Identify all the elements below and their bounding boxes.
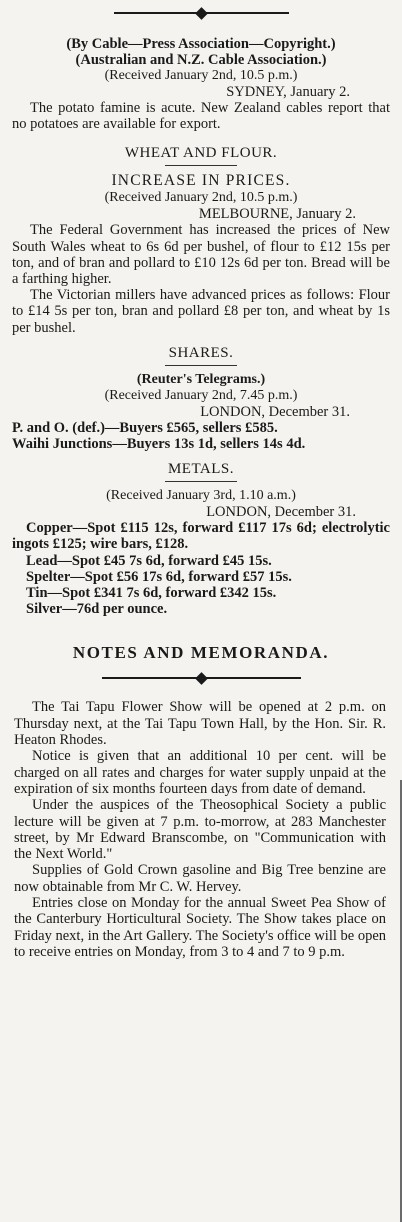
note-gasoline-supplies: Supplies of Gold Crown gasoline and Big Tree benzine are now obtainable from Mr C. W. Hervey. <box>14 862 386 895</box>
metals-spelter: Spelter—Spot £56 17s 6d, forward £57 15s. <box>26 568 292 585</box>
diamond-ornament-icon <box>195 672 208 685</box>
shares-london-dateline: LONDON, December 31. <box>200 403 350 420</box>
wheat-heading: WHEAT AND FLOUR. <box>124 145 278 162</box>
melbourne-dateline: MELBOURNE, January 2. <box>198 206 356 223</box>
note-flower-show: The Tai Tapu Flower Show will be opened at 2 p.m. on Thursday next, at the Tai Tapu Town Hall, by the Hon. Sir. R. Heaton Rhodes. <box>14 699 386 749</box>
cable-association-byline: (Australian and N.Z. Cable Association.) <box>75 52 327 68</box>
potato-famine-text: The potato famine is acute. New Zealand cables report that no potatoes are available for export. <box>12 100 390 133</box>
wheat-subheading: INCREASE IN PRICES. <box>111 172 291 190</box>
shares-received: (Received January 2nd, 7.45 p.m.) <box>104 387 298 403</box>
notes-ornament-rule <box>12 667 390 689</box>
cable-section <box>12 36 390 132</box>
wheat-received: (Received January 2nd, 10.5 p.m.) <box>104 190 298 206</box>
note-sweet-pea-show: Entries close on Monday for the annual Sweet Pea Show of the Canterbury Horticultural Society. The Show takes place on Friday next, in the Art Gallery. The Society's office will be open to receive entries on Monday, from 3 to 4 and 7 to 9 p.m. <box>14 895 387 960</box>
section-divider <box>165 481 237 482</box>
cable-received: (Received January 2nd, 10.5 p.m.) <box>104 68 298 83</box>
section-divider <box>165 365 237 366</box>
newspaper-column <box>0 2 402 1222</box>
note-theosophical-lecture: Under the auspices of the Theosophical Society a public lecture will be given at 7 p.m. to-morrow, at 283 Manchester street, by Mr Edward Branscombe, on "Communication with the Next World." <box>14 797 386 863</box>
metals-copper: Copper—Spot £115 12s, forward £117 17s 6d; electrolytic ingots £125; wire bars, £128. <box>12 520 390 553</box>
notes-title: NOTES AND MEMORANDA. <box>72 643 330 663</box>
cable-byline: (By Cable—Press Association—Copyright.) <box>66 36 336 52</box>
metals-london-dateline: LONDON, December 31. <box>206 504 356 521</box>
metals-silver: Silver—76d per ounce. <box>26 601 168 618</box>
note-water-rates: Notice is given that an additional 10 per cent. will be charged on all rates and charges for water supply unpaid at the expiration of six months fourteen days from date of demand. <box>14 748 386 797</box>
shares-line-waihi: Waihi Junctions—Buyers 13s 1d, sellers 14s 4d. <box>12 436 306 453</box>
diamond-ornament-icon <box>195 7 208 20</box>
sydney-dateline: SYDNEY, January 2. <box>226 84 350 100</box>
notes-body <box>12 699 390 960</box>
shares-heading: SHARES. <box>168 344 234 361</box>
metals-lead: Lead—Spot £45 7s 6d, forward £45 15s. <box>26 552 272 569</box>
metals-tin: Tin—Spot £341 7s 6d, forward £342 15s. <box>26 585 277 602</box>
wheat-paragraph-1: The Federal Government has increased the prices of New South Wales wheat to 6s 6d per bushel, of flour to £12 15s per ton, and of bran and pollard to £10 12s 6d per ton. Bread will be a farthing higher. <box>12 222 390 288</box>
section-divider <box>165 165 237 166</box>
metals-heading: METALS. <box>167 461 235 478</box>
metals-received: (Received January 3rd, 1.10 a.m.) <box>106 488 296 504</box>
shares-source: (Reuter's Telegrams.) <box>136 371 266 387</box>
wheat-paragraph-2: The Victorian millers have advanced prices as follows: Flour to £14 5s per ton, bran and pollard £8 per ton, and wheat by 1s per bushel. <box>12 287 390 336</box>
shares-line-po: P. and O. (def.)—Buyers £565, sellers £585. <box>12 419 278 436</box>
top-ornament-rule <box>12 2 390 24</box>
